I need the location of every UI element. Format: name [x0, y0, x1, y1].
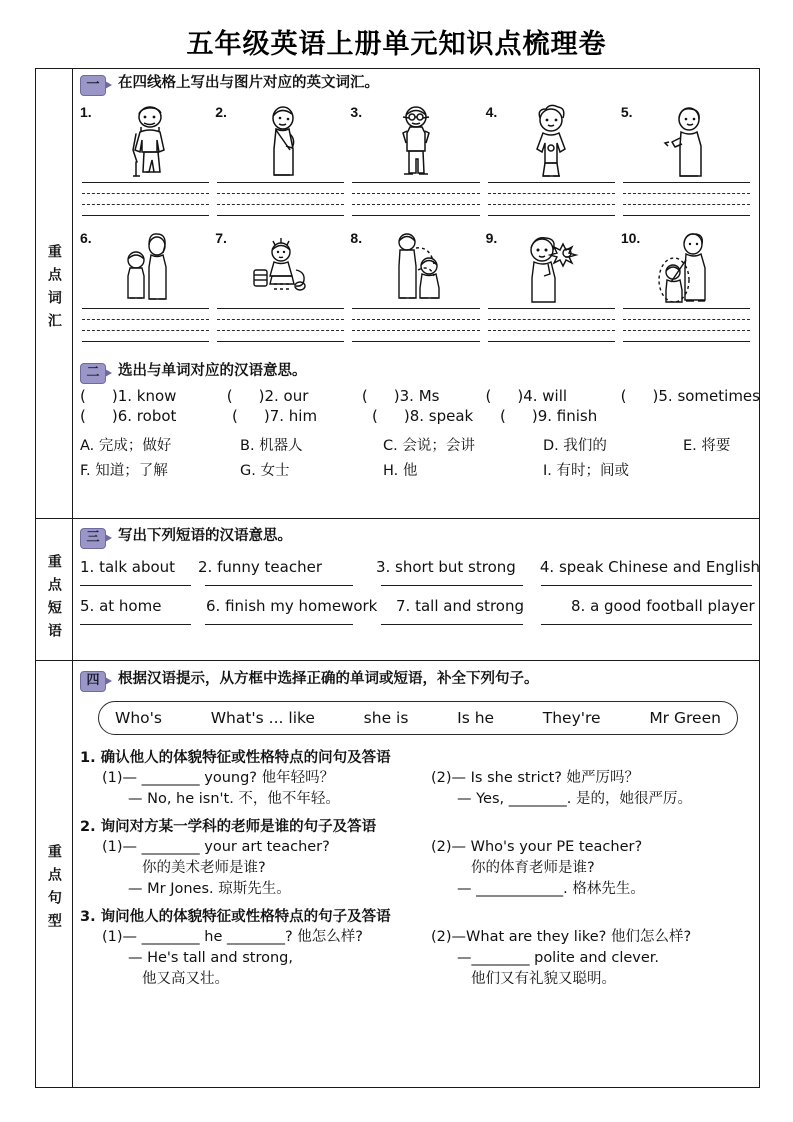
question-column-right: [431, 768, 760, 810]
item-number: 3.: [350, 104, 363, 120]
question-columns: [80, 927, 760, 990]
option: B. 机器人: [240, 438, 303, 454]
match-item[interactable]: [485, 387, 620, 405]
answer-line[interactable]: [541, 624, 752, 625]
answer-paren[interactable]: ( ): [485, 387, 524, 405]
question-line[interactable]: (1)— ________ he ________? 他怎么样?: [102, 929, 363, 945]
question-block: [72, 814, 760, 900]
word-bank-item[interactable]: Mr Green: [649, 709, 721, 727]
short-boy-tall-woman-icon: [78, 228, 213, 306]
question-column-left: [102, 927, 431, 990]
match-item[interactable]: [80, 407, 232, 425]
match-label: 7. him: [269, 407, 318, 425]
phrase-item: 6. finish my homework: [206, 597, 378, 615]
picture-cell: [484, 228, 619, 342]
question-line: (2)— Who's your PE teacher?: [431, 839, 643, 855]
tall-man-short-man-icon: [348, 228, 483, 306]
four-line-rules[interactable]: [82, 308, 209, 342]
option: E. 将要: [683, 438, 731, 454]
item-number: 4.: [485, 104, 498, 120]
word-bank: [98, 701, 738, 735]
section-vocabulary: [72, 68, 760, 482]
option: I. 有时；间或: [543, 463, 629, 479]
question-line: — No, he isn't. 不，他不年轻。: [128, 791, 340, 807]
question-block: [72, 745, 760, 810]
option: H. 他: [383, 463, 418, 479]
answer-paren[interactable]: ( ): [361, 387, 400, 405]
item-number: 9.: [485, 230, 498, 246]
match-label: 6. robot: [117, 407, 177, 425]
answer-paren[interactable]: ( ): [620, 387, 659, 405]
picture-cell: [484, 102, 619, 216]
phrase-row: [72, 595, 760, 615]
section-divider-2: [35, 660, 760, 661]
thin-man-icon: [213, 102, 348, 180]
item-number: 5.: [620, 104, 633, 120]
match-label: 3. Ms: [399, 387, 440, 405]
word-bank-item[interactable]: she is: [363, 709, 409, 727]
picture-cell: [78, 228, 213, 342]
sidebar-label-patterns: [35, 810, 72, 970]
item-number: 2.: [215, 104, 227, 120]
boy-with-glasses-icon: [348, 102, 483, 180]
answer-line[interactable]: [205, 585, 352, 586]
options-row: [72, 432, 760, 457]
item-number: 1.: [80, 104, 92, 120]
section-2-prompt: 选出与单词对应的汉语意思。: [118, 363, 307, 379]
item-number: 6.: [80, 230, 92, 246]
answer-paren[interactable]: ( ): [226, 387, 265, 405]
item-number: 7.: [215, 230, 227, 246]
four-line-rules[interactable]: [217, 182, 344, 216]
sidebar-char: 重点短语: [45, 554, 62, 646]
match-item[interactable]: [500, 407, 597, 425]
student-studying-icon: [213, 228, 348, 306]
match-item[interactable]: [362, 387, 486, 405]
match-row: [72, 406, 760, 426]
woman-pointing-icon: [619, 102, 754, 180]
match-item[interactable]: [80, 387, 227, 405]
question-line: 他又高又壮。: [142, 971, 229, 987]
answer-paren[interactable]: ( ): [500, 407, 538, 425]
picture-cell: [619, 228, 754, 342]
section-2-heading: [72, 356, 760, 386]
curly-hair-woman-icon: [484, 102, 619, 180]
word-bank-item[interactable]: Who's: [115, 709, 162, 727]
question-title: 1. 确认他人的体貌特征或性格特点的问句及答语: [80, 750, 391, 766]
section-1-prompt: 在四线格上写出与图片对应的英文词汇。: [118, 75, 379, 91]
four-line-rules[interactable]: [488, 182, 615, 216]
question-column-left: [102, 768, 431, 810]
question-line: (2)— Is she strict? 她严厉吗？: [431, 770, 640, 786]
sidebar-label-vocab: [35, 200, 72, 380]
four-line-rules[interactable]: [217, 308, 344, 342]
question-line: 你的体育老师是谁?: [471, 860, 595, 876]
question-title: 3. 询问他人的体貌特征或性格特点的句子及答语: [80, 909, 391, 925]
boy-thinking-idea-icon: [484, 228, 619, 306]
phrase-row: [72, 556, 760, 576]
match-label: 8. speak: [409, 407, 474, 425]
match-item[interactable]: [232, 407, 372, 425]
match-item[interactable]: [372, 407, 500, 425]
answer-paren[interactable]: ( ): [372, 407, 410, 425]
question-title: 2. 询问对方某一学科的老师是谁的句子及答语: [80, 819, 377, 835]
question-line: (2)—What are they like? 他们怎么样?: [431, 929, 692, 945]
section-4-heading: [72, 664, 760, 694]
picture-cell: [213, 228, 348, 342]
picture-cell: [348, 102, 483, 216]
match-item[interactable]: [227, 387, 362, 405]
picture-row: [72, 228, 760, 342]
question-columns: [80, 837, 760, 900]
match-row: [72, 386, 760, 406]
four-line-rules[interactable]: [82, 182, 209, 216]
option: D. 我们的: [543, 438, 607, 454]
sidebar-char: 重点词汇: [45, 244, 62, 336]
question-column-right: [431, 837, 760, 900]
question-block: [72, 904, 760, 990]
match-item[interactable]: [621, 387, 760, 405]
picture-cell: [619, 102, 754, 216]
match-label: 5. sometimes: [658, 387, 760, 405]
section-3-marker: 三: [80, 528, 106, 549]
picture-cell: [348, 228, 483, 342]
four-line-rules[interactable]: [623, 182, 750, 216]
question-line: — He's tall and strong,: [128, 950, 293, 966]
word-bank-item[interactable]: They're: [542, 709, 601, 727]
option: C. 会说；会讲: [383, 438, 475, 454]
answer-line-row: [72, 585, 760, 586]
phrase-item: 7. tall and strong: [396, 597, 524, 615]
answer-line[interactable]: [381, 624, 523, 625]
four-line-rules[interactable]: [352, 182, 479, 216]
section-2-marker: 二: [80, 363, 106, 384]
answer-paren[interactable]: ( ): [80, 407, 118, 425]
question-line: — Mr Jones. 琼斯先生。: [128, 881, 291, 897]
section-phrases: [72, 521, 760, 625]
question-line[interactable]: — Yes, ________. 是的，她很严厉。: [457, 791, 692, 807]
section-patterns: [72, 664, 760, 990]
phrase-item: 4. speak Chinese and English: [539, 558, 761, 576]
word-bank-item[interactable]: Is he: [457, 709, 495, 727]
phrase-item: 3. short but strong: [375, 558, 516, 576]
question-line[interactable]: (1)— ________ young? 他年轻吗？: [102, 770, 335, 786]
answer-line[interactable]: [80, 585, 191, 586]
four-line-rules[interactable]: [488, 308, 615, 342]
option: A. 完成；做好: [80, 438, 172, 454]
picture-row: [72, 102, 760, 216]
section-divider-1: [35, 518, 760, 519]
match-label: 4. will: [523, 387, 568, 405]
question-line: 他们又有礼貌又聪明。: [471, 971, 616, 987]
phrase-item: 8. a good football player: [571, 597, 755, 615]
section-3-heading: [72, 521, 760, 551]
answer-line[interactable]: [205, 624, 352, 625]
item-number: 10.: [620, 230, 641, 246]
phrase-item: 5. at home: [80, 597, 162, 615]
option: F. 知道；了解: [80, 463, 168, 479]
picture-cell: [78, 102, 213, 216]
sidebar-label-phrases: [35, 540, 72, 660]
old-man-with-cane-icon: [78, 102, 213, 180]
match-label: 2. our: [264, 387, 309, 405]
answer-paren[interactable]: ( ): [80, 387, 118, 405]
answer-line[interactable]: [541, 585, 752, 586]
option: G. 女士: [240, 463, 290, 479]
question-line[interactable]: — ____________. 格林先生。: [457, 881, 645, 897]
picture-cell: [213, 102, 348, 216]
section-4-prompt: 根据汉语提示，从方框中选择正确的单词或短语，补全下列句子。: [118, 671, 539, 687]
answer-paren[interactable]: ( ): [232, 407, 270, 425]
match-label: 1. know: [117, 387, 177, 405]
phrase-item: 1. talk about: [80, 558, 176, 576]
question-line[interactable]: (1)— ________ your art teacher?: [102, 839, 330, 855]
page-title: 五年级英语上册单元知识点梳理卷: [186, 29, 607, 60]
section-3-prompt: 写出下列短语的汉语意思。: [118, 528, 292, 544]
answer-line[interactable]: [381, 585, 523, 586]
word-bank-box: [98, 701, 738, 735]
four-line-rules[interactable]: [623, 308, 750, 342]
question-column-left: [102, 837, 431, 900]
phrase-item: 2. funny teacher: [198, 558, 322, 576]
answer-line[interactable]: [80, 624, 191, 625]
question-column-right: [431, 927, 760, 990]
sidebar-char: 重点句型: [45, 844, 62, 936]
options-row: [72, 457, 760, 482]
section-1-marker: 一: [80, 75, 106, 96]
question-line: 你的美术老师是谁?: [142, 860, 266, 876]
section-4-marker: 四: [80, 671, 106, 692]
match-label: 9. finish: [537, 407, 598, 425]
question-columns: [80, 768, 760, 810]
item-number: 8.: [350, 230, 363, 246]
word-bank-item[interactable]: What's ... like: [210, 709, 315, 727]
section-1-heading: [72, 68, 760, 98]
question-line[interactable]: —________ polite and clever.: [457, 950, 660, 966]
four-line-rules[interactable]: [352, 308, 479, 342]
answer-line-row: [72, 624, 760, 625]
